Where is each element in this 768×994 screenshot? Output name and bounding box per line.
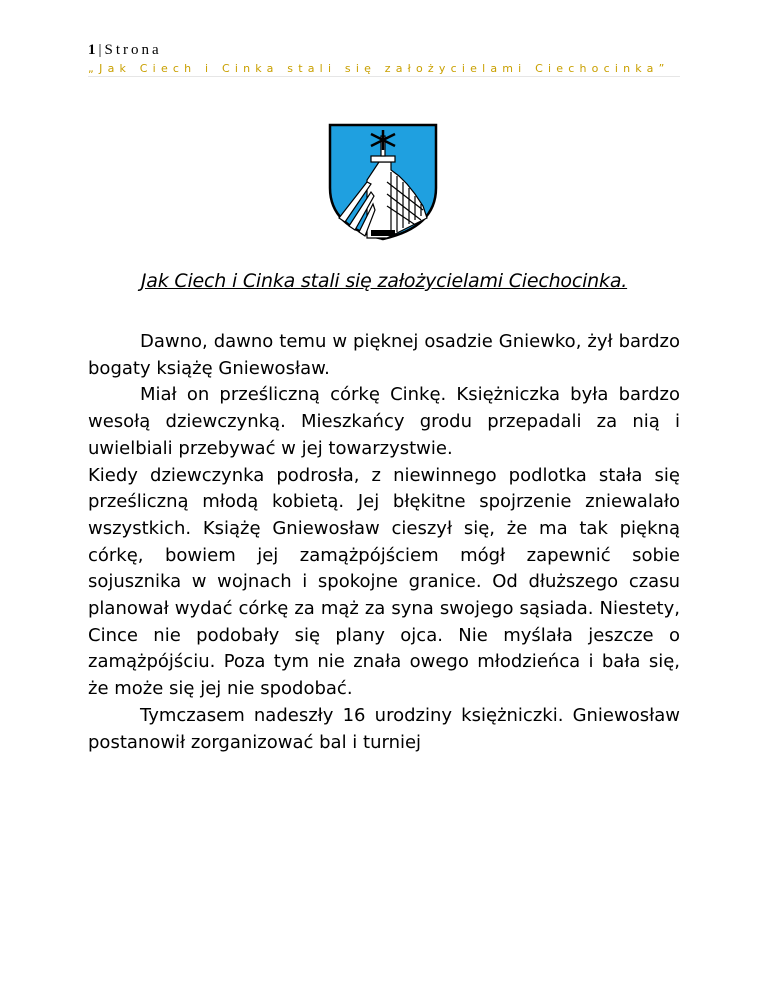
document-body — [88, 329, 680, 756]
document-title: Jak Ciech i Cinka stali się założycielami Ciechocinka. — [140, 270, 628, 292]
header-rule — [88, 76, 680, 77]
paragraph: Miał on prześliczną córkę Cinkę. Księżniczka była bardzo wesołą dziewczynką. Mieszkańcy grodu przepadali za nią i uwielbiali przebywać w jej towarzystwie. — [88, 384, 680, 459]
coat-of-arms-icon — [327, 122, 439, 242]
page-separator: | — [98, 42, 105, 58]
running-title: „Jak Ciech i Cinka stali się założycielami Ciechocinka” — [88, 62, 670, 75]
paragraph: Kiedy dziewczynka podrosła, z niewinnego podlotka stała się prześliczną młodą kobietą. Jej błękitne spojrzenie zniewalało wszystkich. Książę Gniewosław cieszył się, że ma tak piękną córkę, bowiem jej zamążpójściem mógł zapewnić sobie sojusznika w wojnach i spokojne granice. Od dłuższego czasu planował wydać córkę za mąż za syna swojego sąsiada. Niestety, Cince nie podobały się plany ojca. Nie myślała jeszcze o zamążpójściu. Poza tym nie znała owego młodzieńca i bała się, że może się jej nie spodobać. — [88, 464, 680, 700]
paragraph: Dawno, dawno temu w pięknej osadzie Gniewko, żył bardzo bogaty książę Gniewosław. — [88, 331, 680, 379]
page-number: 1 — [88, 42, 99, 58]
page-header — [88, 41, 680, 77]
paragraph: Tymczasem nadeszły 16 urodziny księżniczki. Gniewosław postanowił zorganizować bal i turniej — [88, 704, 680, 753]
page-number-line — [88, 41, 680, 59]
page-word: Strona — [104, 42, 162, 58]
